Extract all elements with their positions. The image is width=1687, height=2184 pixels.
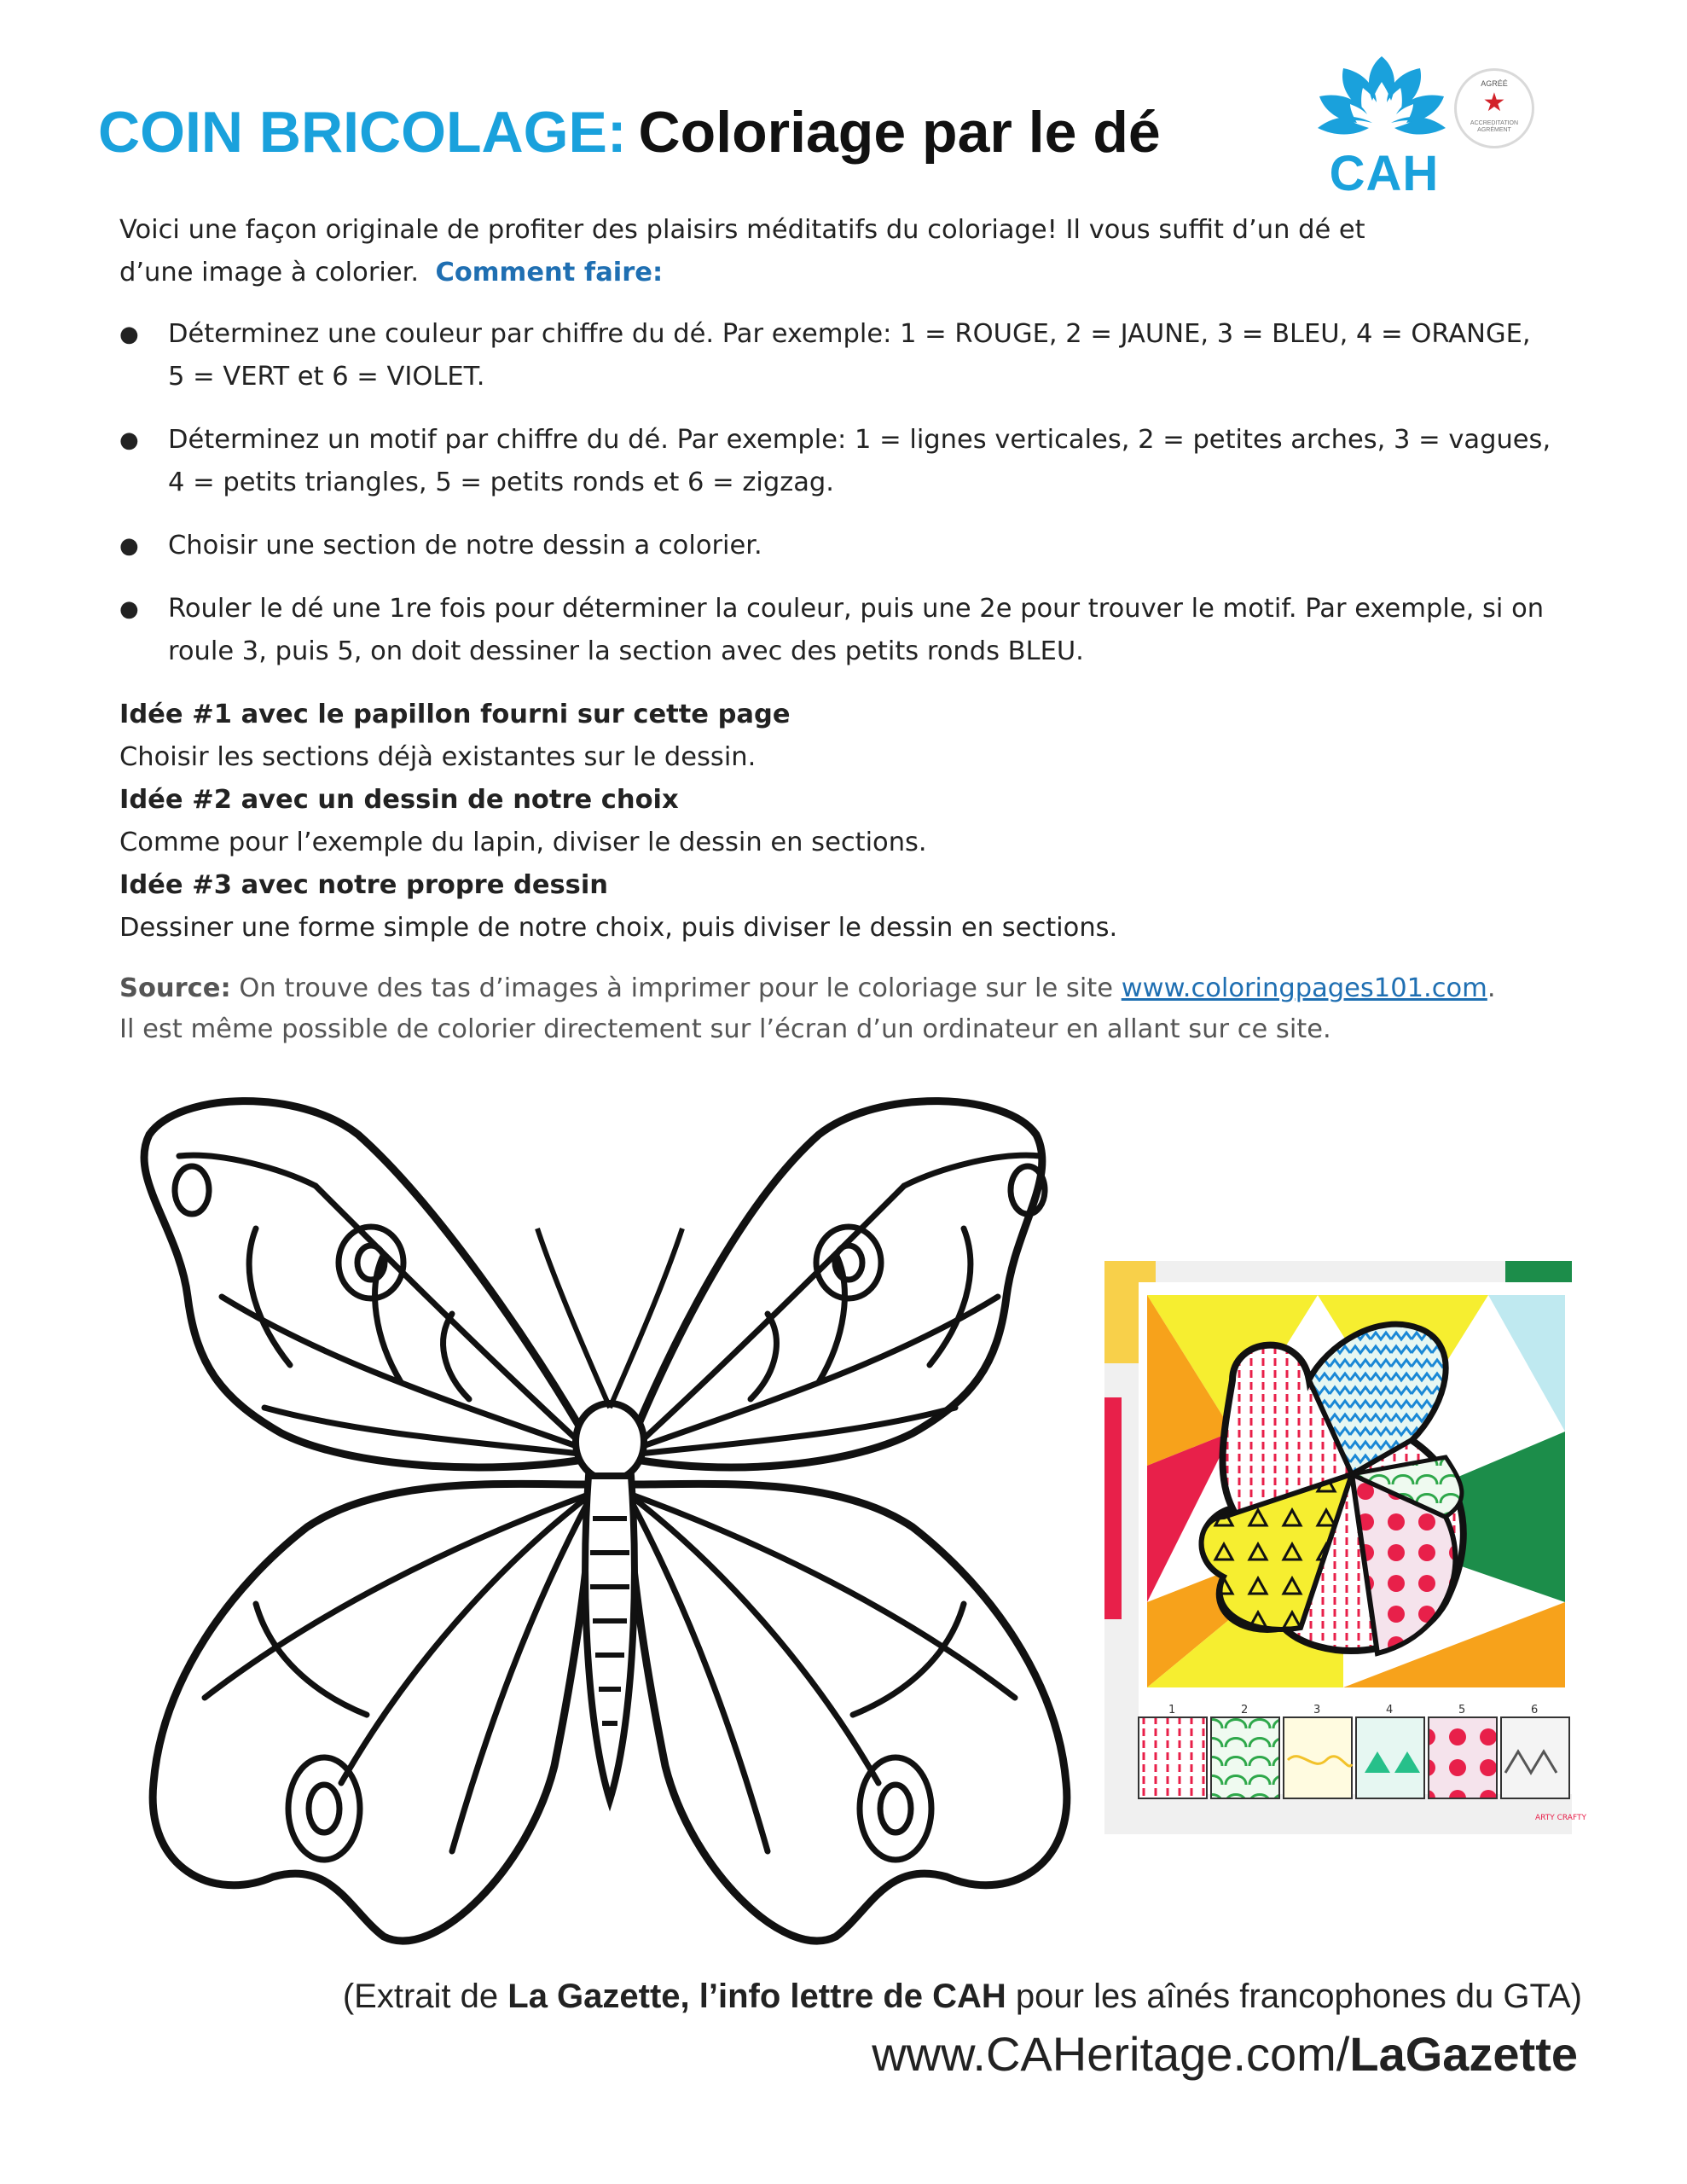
legend-number-1: 1 <box>1168 1704 1176 1716</box>
footer-url-bold: LaGazette <box>1349 2027 1578 2081</box>
source-text: On trouve des tas d’images à imprimer pour le coloriage sur le site <box>230 973 1122 1003</box>
page-title <box>98 85 1292 179</box>
title-main: Coloriage par le dé <box>638 100 1161 165</box>
colored-rabbit-photo <box>1104 1261 1586 1834</box>
intro-paragraph <box>119 209 1569 294</box>
list-item <box>119 313 1569 398</box>
cah-logo <box>1309 49 1454 199</box>
footer-post: pour les aînés francophones du GTA) <box>1006 1978 1582 2015</box>
title-accent: COIN BRICOLAGE: <box>98 100 627 165</box>
star-icon: ★ <box>1482 89 1506 117</box>
cah-logo-icon <box>1309 49 1454 152</box>
source-after: . <box>1487 973 1496 1003</box>
list-item <box>119 588 1569 673</box>
idea-2-heading: Idée #2 avec un dessin de notre choix <box>119 785 679 815</box>
footer-url-pre: www.CAHeritage.com/ <box>872 2027 1350 2081</box>
step-4-line-2: roule 3, puis 5, on doit dessiner la section avec des petits ronds BLEU. <box>168 636 1084 666</box>
ideas-section <box>119 694 1569 950</box>
idea-1-text: Choisir les sections déjà existantes sur le dessin. <box>119 742 757 772</box>
footer-url[interactable] <box>772 2026 1578 2082</box>
footer-credit <box>175 1978 1582 2016</box>
step-1-line-1: Déterminez une couleur par chiffre du dé. Par exemple: 1 = ROUGE, 2 = JAUNE, 3 = BLEU, 4 = ORANGE, <box>168 319 1531 349</box>
legend-number-2: 2 <box>1241 1704 1249 1716</box>
source-line-2: Il est même possible de colorier directement sur l’écran d’un ordinateur en allant sur ce site. <box>119 1014 1331 1044</box>
bullet-icon: ● <box>119 596 139 622</box>
example-photo <box>1104 1261 1586 1834</box>
intro-line-1: Voici une façon originale de profiter des plaisirs méditatifs du coloriage! Il vous suffit d’un dé et <box>119 215 1365 245</box>
steps-list <box>119 313 1569 673</box>
step-2-line-1: Déterminez un motif par chiffre du dé. Par exemple: 1 = lignes verticales, 2 = petites arches, 3 = vagues, <box>168 425 1551 455</box>
legend-number-5: 5 <box>1458 1704 1466 1716</box>
accreditation-seal <box>1454 68 1534 148</box>
intro-line-2: d’une image à colorier. <box>119 258 420 288</box>
article-body <box>119 209 1569 1050</box>
header <box>98 85 1292 179</box>
step-2-line-2: 4 = petits triangles, 5 = petits ronds et 6 = zigzag. <box>168 468 834 497</box>
legend-number-4: 4 <box>1386 1704 1394 1716</box>
legend-number-3: 3 <box>1313 1704 1321 1716</box>
bullet-icon: ● <box>119 533 139 559</box>
seal-bottom-text: ACCREDITATION AGRÉMENT <box>1470 120 1519 133</box>
source-label: Source: <box>119 973 231 1003</box>
list-item <box>119 419 1569 504</box>
idea-3-text: Dessiner une forme simple de notre choix, puis diviser le dessin en sections. <box>119 913 1118 943</box>
source-note <box>119 968 1569 1050</box>
idea-1-heading: Idée #1 avec le papillon fourni sur cette page <box>119 700 791 729</box>
idea-2-text: Comme pour l’exemple du lapin, diviser le dessin en sections. <box>119 828 927 857</box>
source-link[interactable]: www.coloringpages101.com <box>1121 973 1487 1003</box>
list-item <box>119 525 1569 567</box>
how-to-heading: Comment faire: <box>435 258 664 288</box>
seal-top-text: AGRÉÉ <box>1481 79 1508 88</box>
legend-number-6: 6 <box>1531 1704 1539 1716</box>
step-3-line-1: Choisir une section de notre dessin a colorier. <box>168 531 762 561</box>
step-1-line-2: 5 = VERT et 6 = VIOLET. <box>168 362 485 392</box>
step-4-line-1: Rouler le dé une 1re fois pour déterminer la couleur, puis une 2e pour trouver le motif. Par exemple, si on <box>168 594 1545 624</box>
idea-3-heading: Idée #3 avec notre propre dessin <box>119 870 609 900</box>
bullet-icon: ● <box>119 427 139 453</box>
butterfly-coloring-image <box>128 1083 1092 1971</box>
footer-bold: La Gazette, l’info lettre de CAH <box>507 1978 1006 2015</box>
logo-text: CAH <box>1329 146 1440 201</box>
photo-watermark: ARTY CRAFTY <box>1535 1814 1586 1822</box>
footer-pre: (Extrait de <box>342 1978 508 2015</box>
bullet-icon: ● <box>119 322 139 347</box>
